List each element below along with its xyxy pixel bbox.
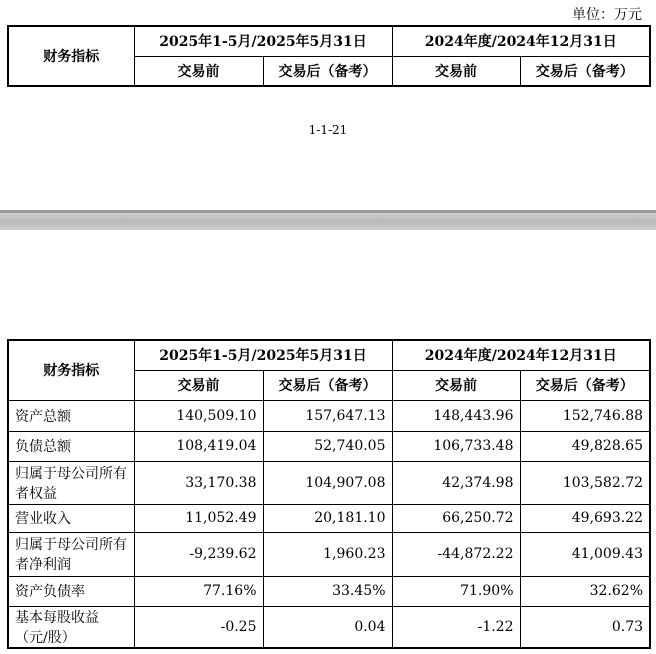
- sub-header: 交易后（备考）: [520, 370, 650, 400]
- table-cell: -1.22: [392, 606, 520, 648]
- table-row: [8, 431, 650, 461]
- sub-header: 交易前: [134, 370, 263, 400]
- table-cell: 0.04: [263, 606, 392, 648]
- table-cell: 49,693.22: [520, 504, 650, 532]
- row-label: 资产负债率: [8, 576, 134, 606]
- table-cell: 152,746.88: [520, 400, 650, 431]
- table-cell: 108,419.04: [134, 431, 263, 461]
- table-cell: 52,740.05: [263, 431, 392, 461]
- table-cell: 41,009.43: [520, 532, 650, 576]
- table-row: [8, 576, 650, 606]
- table-cell: 32.62%: [520, 576, 650, 606]
- sub-header: 交易前: [134, 56, 263, 86]
- sub-header: 交易前: [392, 370, 520, 400]
- sub-header: 交易后（备考）: [520, 56, 650, 86]
- table-cell: -44,872.22: [392, 532, 520, 576]
- table-cell: 42,374.98: [392, 461, 520, 504]
- row-label: 基本每股收益（元/股）: [8, 606, 134, 648]
- table-row: [8, 504, 650, 532]
- table-cell: 33,170.38: [134, 461, 263, 504]
- page-number: 1-1-21: [308, 123, 348, 137]
- corner-header: 财务指标: [8, 26, 134, 86]
- row-label: 归属于母公司所有者权益: [8, 461, 134, 504]
- period-header-2024: 2024年度/2024年12月31日: [392, 26, 650, 56]
- table-cell: 1,960.23: [263, 532, 392, 576]
- sub-header: 交易后（备考）: [263, 370, 392, 400]
- page-break: [0, 213, 656, 230]
- row-label: 负债总额: [8, 431, 134, 461]
- table-cell: 140,509.10: [134, 400, 263, 431]
- table-cell: 33.45%: [263, 576, 392, 606]
- table-cell: -9,239.62: [134, 532, 263, 576]
- table-cell: 66,250.72: [392, 504, 520, 532]
- financial-table: [7, 339, 651, 649]
- unit-label: 单位：万元: [572, 7, 642, 23]
- table-cell: 106,733.48: [392, 431, 520, 461]
- period-header-2024: 2024年度/2024年12月31日: [392, 340, 650, 370]
- table-cell: 77.16%: [134, 576, 263, 606]
- table-row: [8, 400, 650, 431]
- financial-table-header-continued: [7, 25, 651, 87]
- row-label: 资产总额: [8, 400, 134, 431]
- table-row: [8, 606, 650, 648]
- table-cell: 20,181.10: [263, 504, 392, 532]
- corner-header: 财务指标: [8, 340, 134, 400]
- table-row: [8, 532, 650, 576]
- period-header-2025: 2025年1-5月/2025年5月31日: [134, 26, 392, 56]
- table-cell: 157,647.13: [263, 400, 392, 431]
- sub-header: 交易后（备考）: [263, 56, 392, 86]
- sub-header: 交易前: [392, 56, 520, 86]
- table-row: [8, 461, 650, 504]
- row-label: 归属于母公司所有者净利润: [8, 532, 134, 576]
- table-cell: 103,582.72: [520, 461, 650, 504]
- period-header-2025: 2025年1-5月/2025年5月31日: [134, 340, 392, 370]
- table-cell: 0.73: [520, 606, 650, 648]
- table-cell: 148,443.96: [392, 400, 520, 431]
- table-cell: 49,828.65: [520, 431, 650, 461]
- table-cell: 71.90%: [392, 576, 520, 606]
- table-cell: -0.25: [134, 606, 263, 648]
- table-cell: 11,052.49: [134, 504, 263, 532]
- table-cell: 104,907.08: [263, 461, 392, 504]
- row-label: 营业收入: [8, 504, 134, 532]
